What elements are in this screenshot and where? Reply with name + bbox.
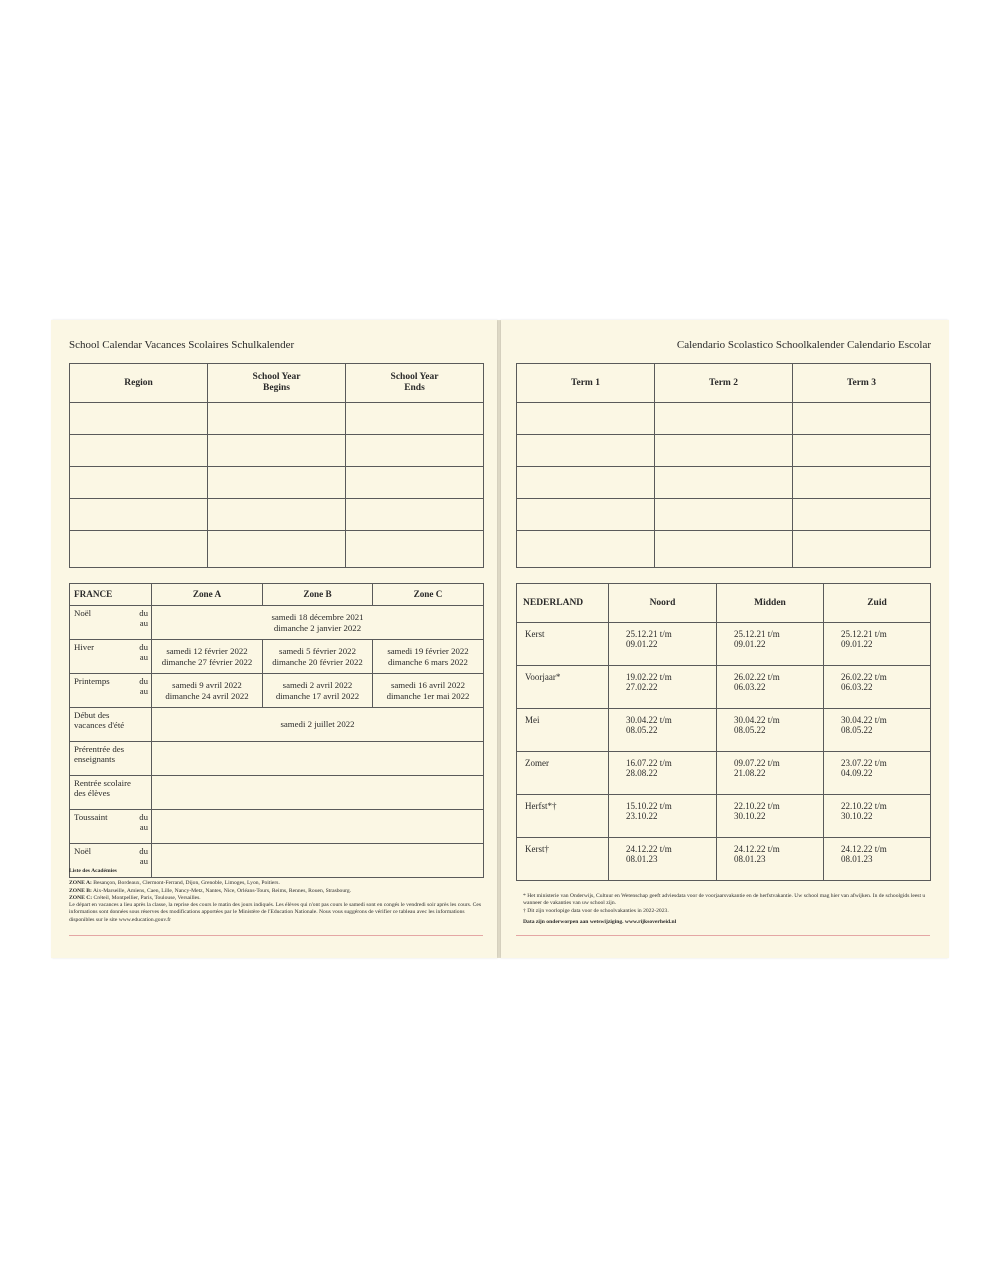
row-label xyxy=(70,810,152,844)
nederland-table xyxy=(516,583,931,881)
begins-cell[interactable] xyxy=(208,435,346,467)
ends-cell[interactable] xyxy=(346,499,484,531)
begins-cell[interactable] xyxy=(208,531,346,568)
midden-cell: 30.04.22 t/m 08.05.22 xyxy=(717,709,824,752)
au-label: au xyxy=(139,856,148,867)
zuid-cell: 26.02.22 t/m 06.03.22 xyxy=(824,666,931,709)
begins-cell[interactable] xyxy=(208,403,346,435)
table-row xyxy=(70,435,484,467)
zone-a-cell: samedi 9 avril 2022 dimanche 24 avril 2022 xyxy=(152,674,263,708)
table-row xyxy=(517,709,931,752)
zone-b-header: Zone B xyxy=(263,584,373,606)
begins-cell[interactable] xyxy=(208,467,346,499)
table-row xyxy=(517,531,931,568)
row-label xyxy=(70,606,152,640)
du-label: du xyxy=(139,642,148,652)
table-row xyxy=(517,666,931,709)
du-label: du xyxy=(139,846,148,856)
term-cell[interactable] xyxy=(793,435,931,467)
region-cell[interactable] xyxy=(70,531,208,568)
row-label xyxy=(70,674,152,708)
zone-b-cell: samedi 2 avril 2022 dimanche 17 avril 2022 xyxy=(263,674,373,708)
term-cell[interactable] xyxy=(517,435,655,467)
nederland-header: NEDERLAND xyxy=(517,584,609,623)
midden-cell: 25.12.21 t/m 09.01.22 xyxy=(717,623,824,666)
term-cell[interactable] xyxy=(655,435,793,467)
row-label xyxy=(70,640,152,674)
term-cell[interactable] xyxy=(517,531,655,568)
date-cell[interactable] xyxy=(152,810,484,844)
region-cell[interactable] xyxy=(70,499,208,531)
midden-cell: 09.07.22 t/m 21.08.22 xyxy=(717,752,824,795)
year-ends-header: School Year Ends xyxy=(346,364,484,403)
term-table xyxy=(516,363,931,568)
left-page xyxy=(51,320,497,958)
term-cell[interactable] xyxy=(793,531,931,568)
row-label: Prérentrée des enseignants xyxy=(70,742,152,776)
noord-cell: 15.10.22 t/m 23.10.22 xyxy=(609,795,717,838)
term-cell[interactable] xyxy=(793,403,931,435)
table-row xyxy=(70,742,484,776)
date-cell[interactable] xyxy=(152,776,484,810)
du-label: du xyxy=(139,812,148,822)
table-row xyxy=(70,531,484,568)
du-label: du xyxy=(139,676,148,686)
zone-b-cell: samedi 5 février 2022 dimanche 20 février 2022 xyxy=(263,640,373,674)
midden-cell: 24.12.22 t/m 08.01.23 xyxy=(717,838,824,881)
row-label: Voorjaar* xyxy=(517,666,609,709)
begins-cell[interactable] xyxy=(208,499,346,531)
zuid-cell: 25.12.21 t/m 09.01.22 xyxy=(824,623,931,666)
term-cell[interactable] xyxy=(793,467,931,499)
academies-notes xyxy=(69,868,483,924)
term-cell[interactable] xyxy=(793,499,931,531)
footer-rule xyxy=(69,935,483,936)
ends-cell[interactable] xyxy=(346,435,484,467)
term-cell[interactable] xyxy=(655,467,793,499)
region-cell[interactable] xyxy=(70,435,208,467)
footer-rule xyxy=(516,935,930,936)
table-row xyxy=(517,435,931,467)
table-row xyxy=(517,623,931,666)
table-row xyxy=(70,708,484,742)
note-legal: Data zijn onderworpen aan wetswijziging. www.rijksoverheid.nl xyxy=(523,918,677,925)
row-label: Kerst† xyxy=(517,838,609,881)
ends-cell[interactable] xyxy=(346,403,484,435)
term-cell[interactable] xyxy=(655,499,793,531)
france-table xyxy=(69,583,484,878)
france-header: FRANCE xyxy=(70,584,152,606)
midden-cell: 26.02.22 t/m 06.03.22 xyxy=(717,666,824,709)
zuid-cell: 30.04.22 t/m 08.05.22 xyxy=(824,709,931,752)
zone-c-cell: samedi 16 avril 2022 dimanche 1er mai 2022 xyxy=(373,674,484,708)
au-label: au xyxy=(139,652,148,663)
notes-title: Liste des Académies xyxy=(69,868,117,874)
table-row xyxy=(517,403,931,435)
zone-c-note: ZONE C: Créteil, Montpellier, Paris, Toulouse, Versailles. xyxy=(69,894,201,901)
table-row xyxy=(70,467,484,499)
term-cell[interactable] xyxy=(655,531,793,568)
table-row xyxy=(70,606,484,640)
region-header: Region xyxy=(70,364,208,403)
zone-b-note: ZONE B: Aix-Marseille, Amiens, Caen, Lille, Nancy-Metz, Nantes, Nice, Orléans-Tours, Reims, Rennes, Rouen, Strasbourg. xyxy=(69,887,352,894)
ends-cell[interactable] xyxy=(346,531,484,568)
midden-header: Midden xyxy=(717,584,824,623)
zone-a-note: ZONE A: Besançon, Bordeaux, Clermont-Ferrand, Dijon, Grenoble, Limoges, Lyon, Poitiers. xyxy=(69,880,280,887)
row-label-text: Toussaint xyxy=(74,812,108,822)
date-cell: samedi 2 juillet 2022 xyxy=(152,708,484,742)
nederland-notes xyxy=(523,893,931,926)
row-label: Début des vacances d'été xyxy=(70,708,152,742)
date-cell: samedi 18 décembre 2021 dimanche 2 janvier 2022 xyxy=(152,606,484,640)
noord-header: Noord xyxy=(609,584,717,623)
row-label: Mei xyxy=(517,709,609,752)
table-row xyxy=(517,467,931,499)
table-row xyxy=(517,752,931,795)
right-page xyxy=(501,320,949,958)
row-label-text: Noël xyxy=(74,608,92,618)
term-cell[interactable] xyxy=(517,403,655,435)
noord-cell: 25.12.21 t/m 09.01.22 xyxy=(609,623,717,666)
noord-cell: 19.02.22 t/m 27.02.22 xyxy=(609,666,717,709)
row-label: Rentrée scolaire des élèves xyxy=(70,776,152,810)
term-3-header: Term 3 xyxy=(793,364,931,403)
year-begins-header: School Year Begins xyxy=(208,364,346,403)
note-advisory: * Het ministerie van Onderwijs, Cultuur en Wetenschap geeft adviesdata voor de voorjaarsvakantie en de herfstvakantie. Uw school mag hier van afwijken. In de schoolgids leest u wanneer de vakanties van uw school zijn. xyxy=(523,893,926,907)
zuid-cell: 22.10.22 t/m 30.10.22 xyxy=(824,795,931,838)
zuid-cell: 23.07.22 t/m 04.09.22 xyxy=(824,752,931,795)
row-label-text: Noël xyxy=(74,846,92,856)
note-provisional: † Dit zijn voorlopige data voor de schoolvakanties in 2022-2023. xyxy=(523,907,669,914)
table-row xyxy=(70,674,484,708)
au-label: au xyxy=(139,822,148,833)
row-label-text: Hiver xyxy=(74,642,95,652)
du-label: du xyxy=(139,608,148,618)
table-row xyxy=(70,403,484,435)
region-cell[interactable] xyxy=(70,403,208,435)
region-table xyxy=(69,363,484,568)
table-row xyxy=(517,838,931,881)
row-label: Herfst*† xyxy=(517,795,609,838)
row-label-text: Printemps xyxy=(74,676,110,686)
midden-cell: 22.10.22 t/m 30.10.22 xyxy=(717,795,824,838)
au-label: au xyxy=(139,686,148,697)
term-cell[interactable] xyxy=(517,499,655,531)
row-label: Kerst xyxy=(517,623,609,666)
au-label: au xyxy=(139,618,148,629)
noord-cell: 30.04.22 t/m 08.05.22 xyxy=(609,709,717,752)
ends-cell[interactable] xyxy=(346,467,484,499)
table-row xyxy=(70,499,484,531)
zone-c-cell: samedi 19 février 2022 dimanche 6 mars 2022 xyxy=(373,640,484,674)
row-label: Zomer xyxy=(517,752,609,795)
right-page-heading: Calendario Scolastico Schoolkalender Calendario Escolar xyxy=(676,339,931,351)
table-row xyxy=(70,810,484,844)
table-row xyxy=(517,795,931,838)
zone-a-header: Zone A xyxy=(152,584,263,606)
table-row xyxy=(70,776,484,810)
zone-c-header: Zone C xyxy=(373,584,484,606)
table-row xyxy=(517,499,931,531)
date-cell[interactable] xyxy=(152,742,484,776)
table-row xyxy=(70,640,484,674)
term-1-header: Term 1 xyxy=(517,364,655,403)
noord-cell: 24.12.22 t/m 08.01.23 xyxy=(609,838,717,881)
noord-cell: 16.07.22 t/m 28.08.22 xyxy=(609,752,717,795)
term-cell[interactable] xyxy=(517,467,655,499)
region-cell[interactable] xyxy=(70,467,208,499)
zuid-header: Zuid xyxy=(824,584,931,623)
notes-paragraph: Le départ en vacances a lieu après la classe, la reprise des cours le matin des jours indiqués. Les élèves qui n'ont pas cours le samedi sont en congés le vendredi soir après les cours. Ces informations sont données sous réserves des modifications apportées par le Ministère de l'Education Nationale. Nous vous suggérons de vérifier ce tableau avec les informations disponibles sur le site www.education.gouv.fr xyxy=(69,902,482,923)
term-2-header: Term 2 xyxy=(655,364,793,403)
left-page-heading: School Calendar Vacances Scolaires Schulkalender xyxy=(69,339,295,351)
term-cell[interactable] xyxy=(655,403,793,435)
zone-a-cell: samedi 12 février 2022 dimanche 27 février 2022 xyxy=(152,640,263,674)
zuid-cell: 24.12.22 t/m 08.01.23 xyxy=(824,838,931,881)
